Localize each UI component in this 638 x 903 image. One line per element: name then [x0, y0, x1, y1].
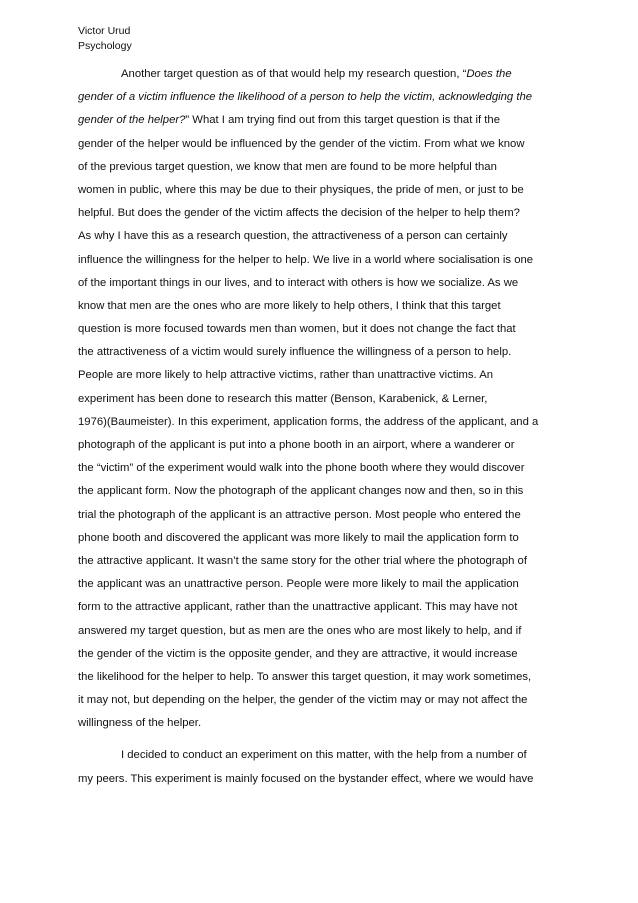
text-line [78, 596, 586, 619]
text-line [78, 388, 586, 411]
text-segment: Another target question as of that would help my research question, “ [121, 68, 467, 80]
text-line [78, 480, 586, 503]
text-segment: People are more likely to help attractive victims, rather than unattractive victims. An [78, 369, 494, 382]
text-segment: influence the willingness for the helper to help. We live in a world where socialisation is one [78, 253, 534, 266]
text-segment: trial the photograph of the applicant is an attractive person. Most people who entered the [78, 508, 521, 521]
italic-text: gender of a victim influence the likelihood of a person to help the victim, acknowledging the [78, 91, 533, 104]
subject-name: Psychology [78, 40, 132, 52]
text-line [78, 573, 586, 596]
paragraph-gap [78, 735, 586, 744]
text-line [78, 768, 586, 791]
text-line [78, 666, 586, 689]
text-segment: experiment has been done to research this matter (Benson, Karabenick, & Lerner, [78, 392, 488, 405]
italic-text: gender of the helper? [78, 114, 186, 127]
text-line [78, 434, 586, 457]
text-line [78, 318, 586, 341]
italic-text: Does the [466, 68, 512, 80]
document-body [78, 63, 586, 791]
text-segment: question is more focused towards men than women, but it does not change the fact that [78, 323, 516, 336]
text-segment: the “victim” of the experiment would walk into the phone booth where they would discover [78, 462, 525, 475]
text-segment: the gender of the victim is the opposite gender, and they are attractive, it would increase [78, 647, 518, 660]
text-segment: the attractiveness of a victim would surely influence the willingness of a person to help. [78, 346, 512, 359]
document-header [78, 24, 586, 54]
text-segment: women in public, where this may be due to their physiques, the pride of men, or just to be [78, 183, 524, 196]
paragraph [78, 744, 586, 790]
text-line [78, 272, 586, 295]
text-line [78, 249, 586, 272]
text-segment: I decided to conduct an experiment on this matter, with the help from a number of [121, 749, 527, 762]
text-segment: answered my target question, but as men are the ones who are most likely to help, and if [78, 624, 522, 637]
text-segment: it may not, but depending on the helper, the gender of the victim may or may not affect the [78, 694, 528, 707]
text-line [78, 457, 586, 480]
text-line [78, 411, 586, 434]
text-line [78, 86, 586, 109]
text-line [78, 550, 586, 573]
text-line [78, 109, 586, 132]
text-line [78, 156, 586, 179]
text-segment: As why I have this as a research question, the attractiveness of a person can certainly [78, 230, 508, 243]
text-segment: my peers. This experiment is mainly focused on the bystander effect, where we would have [78, 772, 534, 785]
text-segment: know that men are the ones who are more likely to help others, I think that this target [78, 299, 501, 312]
text-segment: phone booth and discovered the applicant was more likely to mail the application form to [78, 531, 519, 544]
text-line [78, 712, 586, 735]
author-name: Victor Urud [78, 25, 131, 37]
text-line [78, 643, 586, 666]
text-line [78, 744, 586, 767]
text-segment: photograph of the applicant is put into a phone booth in an airport, where a wanderer or [78, 439, 515, 451]
text-segment: willingness of the helper. [78, 717, 202, 730]
text-segment: ” What I am trying find out from this target question is that if the [185, 114, 500, 127]
text-segment: of the important things in our lives, and to interact with others is how we socialize. As we [78, 276, 519, 289]
text-segment: of the previous target question, we know that men are found to be more helpful than [78, 160, 497, 173]
text-line [78, 341, 586, 364]
text-segment: the applicant was an unattractive person. People were more likely to mail the application [78, 578, 519, 591]
text-line [78, 364, 586, 387]
text-line [78, 133, 586, 156]
text-segment: 1976)(Baumeister). In this experiment, application forms, the address of the applicant, and a [78, 415, 539, 428]
text-segment: gender of the helper would be influenced by the gender of the victim. From what we know [78, 137, 525, 150]
paragraph [78, 63, 586, 735]
text-line [78, 689, 586, 712]
text-line [78, 295, 586, 318]
text-line [78, 527, 586, 550]
text-line [78, 179, 586, 202]
text-segment: form to the attractive applicant, rather than the unattractive applicant. This may have not [78, 601, 518, 614]
text-line [78, 63, 586, 86]
text-line [78, 620, 586, 643]
text-segment: the likelihood for the helper to help. To answer this target question, it may work sometimes, [78, 670, 532, 683]
text-line [78, 504, 586, 527]
text-line [78, 225, 586, 248]
text-line [78, 202, 586, 225]
text-segment: the applicant form. Now the photograph of the applicant changes now and then, so in this [78, 485, 524, 498]
text-segment: helpful. But does the gender of the victim affects the decision of the helper to help them? [78, 207, 520, 220]
text-segment: the attractive applicant. It wasn’t the same story for the other trial where the photograph of [78, 554, 527, 567]
